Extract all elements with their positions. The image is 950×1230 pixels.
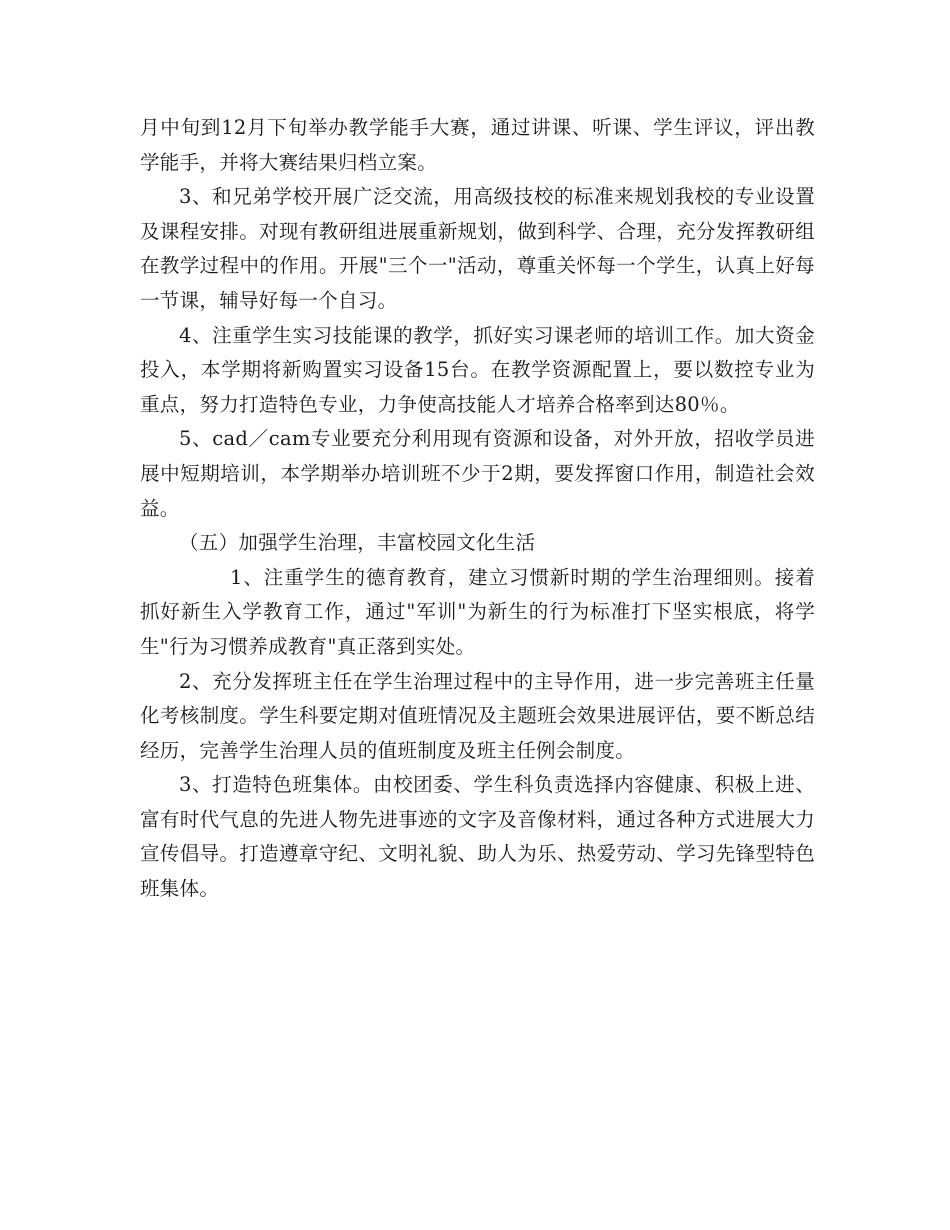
paragraph-item-1-moral: 1、注重学生的德育教育，建立习惯新时期的学生治理细则。接着抓好新生入学教育工作，通过"军训"为新生的行为标准打下坚实根底，将学生"行为习惯养成教育"真正落到实处。 xyxy=(140,565,815,658)
paragraph-item-3-exchange: 3、和兄弟学校开展广泛交流，用高级技校的标准来规划我校的专业设置及课程安排。对现有教研组进展重新规划，做到科学、合理，充分发挥教研组在教学过程中的作用。开展"三个一"活动，尊重关怀每一个学生，认真上好每一节课，辅导好每一个自习。 xyxy=(140,185,815,312)
document-page xyxy=(140,111,815,907)
section-heading-5: （五）加强学生治理，丰富校园文化生活 xyxy=(179,531,536,555)
paragraph-item-4-practice: 4、注重学生实习技能课的教学，抓好实习课老师的培训工作。加大资金投入，本学期将新购置实习设备15台。在教学资源配置上，要以数控专业为重点，努力打造特色专业，力争使高技能人才培养合格率到达80％。 xyxy=(140,323,815,416)
paragraph-continuation: 月中旬到12月下旬举办教学能手大赛，通过讲课、听课、学生评议，评出教学能手，并将大赛结果归档立案。 xyxy=(140,116,815,174)
paragraph-item-3-class: 3、打造特色班集体。由校团委、学生科负责选择内容健康、积极上进、富有时代气息的先进人物先进事迹的文字及音像材料，通过各种方式进展大力宣传倡导。打造遵章守纪、文明礼貌、助人为乐、热爱劳动、学习先锋型特色班集体。 xyxy=(140,773,815,901)
paragraph-item-5-cadcam: 5、cad／cam专业要充分利用现有资源和设备，对外开放，招收学员进展中短期培训，本学期举办培训班不少于2期，要发挥窗口作用，制造社会效益。 xyxy=(140,427,815,520)
paragraph-item-2-headteacher: 2、充分发挥班主任在学生治理过程中的主导作用，进一步完善班主任量化考核制度。学生科要定期对值班情况及主题班会效果进展评估，要不断总结经历，完善学生治理人员的值班制度及班主任例会制度。 xyxy=(140,669,815,762)
